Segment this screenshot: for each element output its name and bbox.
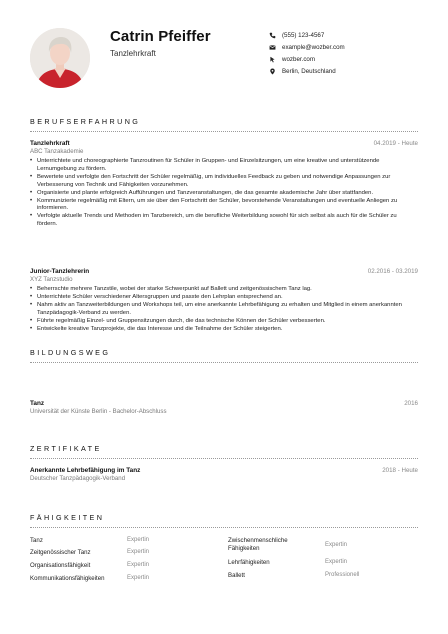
list-item: • Entwickelte kreative Tanzprojekte, die das Interesse und die Teilnahme der Schüler steigerten. [30, 326, 418, 334]
experience-entry-2 [30, 268, 418, 333]
list-item: • Unterrichtete Schüler verschiedener Altersgruppen und passte den Lehrplan entsprechend an. [30, 294, 418, 302]
skill-level: Expertin [325, 542, 348, 548]
candidate-name: Catrin Pfeiffer [110, 28, 211, 45]
experience-entry-1 [30, 140, 418, 229]
job-company: XYZ Tanzstudio [30, 276, 73, 283]
list-item: • Organisierte und plante erfolgreich Aufführungen und Tanzveranstaltungen, die das gesamte akademische Jahr über stattfanden. [30, 190, 418, 198]
section-certificates [30, 444, 418, 459]
skill-level: Expertin [127, 549, 150, 555]
education-entry-1 [30, 400, 418, 415]
link-icon [268, 55, 276, 63]
certificate-entry-1 [30, 467, 418, 482]
list-item: • Kommunizierte regelmäßig mit Eltern, um sie über den Fortschritt der Schüler, bevorstehende Veranstaltungen und eventuelle Anliegen zu informieren. [30, 198, 418, 214]
skill-name: Zeitgenössischer Tanz [30, 549, 91, 556]
section-education [30, 348, 418, 363]
contact-website-text[interactable]: wozber.com [282, 55, 316, 63]
resume-header [0, 0, 448, 100]
skill-level: Expertin [127, 537, 150, 543]
skill-level: Expertin [325, 559, 348, 565]
contact-phone-text[interactable]: (555) 123-4567 [282, 31, 325, 39]
skill-name: Zwischenmenschliche Fähigkeiten [228, 537, 288, 552]
avatar [30, 28, 90, 88]
education-school: Universität der Künste Berlin - Bachelor-Abschluss [30, 408, 167, 415]
contact-phone [268, 29, 438, 41]
list-item: • Bewertete und verfolgte den Fortschritt der Schüler regelmäßig, um individuelles Feedback zu geben und notwendige Anpassungen zur Verbesserung von Technik und Fähigkeiten vorzunehmen. [30, 174, 418, 190]
phone-icon [268, 31, 276, 39]
job-title: Junior-Tanzlehrerin [30, 268, 90, 275]
section-title-skills: FÄHIGKEITEN [30, 513, 105, 522]
job-date: 02.2016 - 03.2019 [367, 268, 418, 275]
contact-email [268, 41, 438, 53]
contact-list [268, 29, 438, 78]
section-divider [30, 527, 418, 528]
job-company: ABC Tanzakademie [30, 148, 84, 155]
contact-website [268, 53, 438, 65]
job-bullets [30, 158, 418, 229]
list-item: • Unterrichtete und choreographierte Tanzroutinen für Schüler in Gruppen- und Einzelsitzungen, um eine kreative und unterstützende Lernumgebung zu fördern. [30, 158, 418, 174]
certificate-title: Anerkannte Lehrbefähigung im Tanz [30, 467, 141, 474]
certificate-issuer: Deutscher Tanzpädagogik-Verband [30, 475, 126, 482]
job-date: 04.2019 - Heute [373, 140, 418, 147]
skill-name: Tanz [30, 537, 43, 544]
education-title: Tanz [30, 400, 45, 407]
section-experience [30, 117, 418, 132]
section-divider [30, 131, 418, 132]
education-date: 2016 [404, 400, 418, 407]
job-bullets [30, 286, 418, 333]
section-skills [30, 513, 418, 528]
section-title-certificates: ZERTIFIKATE [30, 444, 102, 453]
location-icon [268, 68, 276, 76]
skill-name: Ballett [228, 572, 245, 579]
section-divider [30, 458, 418, 459]
contact-location-text: Berlin, Deutschland [282, 68, 336, 76]
list-item: • Verfolgte aktuelle Trends und Methoden im Tanzbereich, um die berufliche Weiterbildung sowohl für sich selbst als auch für die Schüler zu fördern. [30, 213, 418, 229]
list-item: • Nahm aktiv an Tanzweiterbildungen und Workshops teil, um eine anerkannte Lehrbefähigung zu erhalten und Mitglied in einem anerkannten Tanzpädagogik-Verband zu werden. [30, 302, 418, 318]
contact-location [268, 66, 438, 78]
section-divider [30, 362, 418, 363]
skill-level: Expertin [127, 562, 150, 568]
skill-level: Expertin [127, 575, 150, 581]
section-title-education: BILDUNGSWEG [30, 348, 111, 357]
skill-name: Lehrfähigkeiten [228, 559, 270, 566]
section-title-experience: BERUFSERFAHRUNG [30, 117, 141, 126]
candidate-role: Tanzlehrkraft [110, 49, 156, 58]
skill-name: Kommunikationsfähigkeiten [30, 575, 105, 582]
list-item: • Führte regelmäßig Einzel- und Gruppensitzungen durch, die das technische Können der Schüler verbesserten. [30, 318, 418, 326]
skill-name: Organisationsfähigkeit [30, 562, 91, 569]
certificate-date: 2018 - Heute [382, 467, 418, 474]
list-item: • Beherrschte mehrere Tanzstile, wobei der starke Schwerpunkt auf Ballett und zeitgenössischem Tanz lag. [30, 286, 418, 294]
contact-email-text[interactable]: example@wozber.com [282, 43, 345, 51]
mail-icon [268, 43, 276, 51]
job-title: Tanzlehrkraft [30, 140, 70, 147]
skill-level: Professionell [325, 572, 360, 578]
